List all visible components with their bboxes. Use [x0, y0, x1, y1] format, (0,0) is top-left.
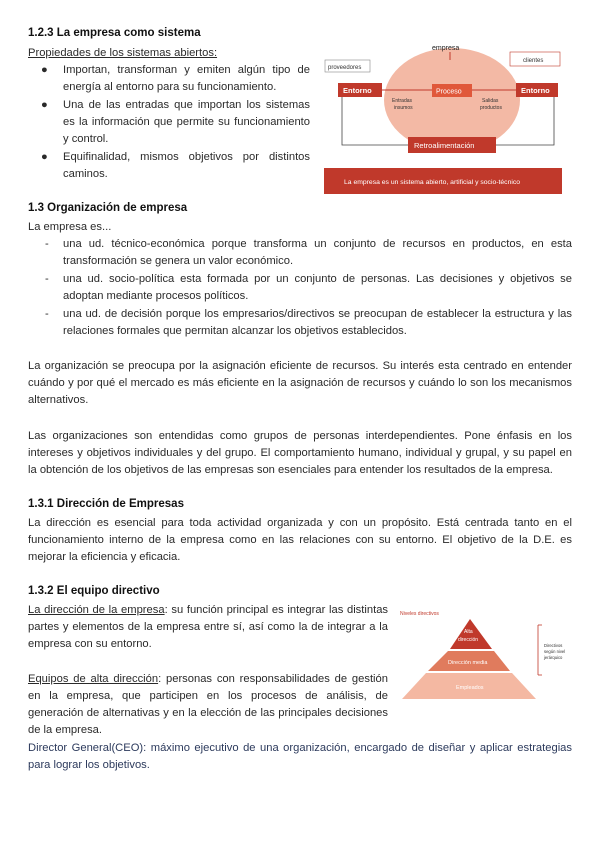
- term-direccion: La dirección de la empresa: [28, 604, 165, 616]
- bullet-item: ● Una de las entradas que importan los sistemas es la información que permite su funcionamiento y control.: [41, 99, 310, 145]
- side-note: Directivos: [544, 643, 563, 648]
- management-pyramid: [398, 607, 576, 707]
- feedback-label: Retroalimentación: [414, 141, 475, 150]
- bullet-item: ● Equifinalidad, mismos objetivos por distintos caminos.: [41, 151, 310, 180]
- outputs-label: Salidas: [482, 98, 499, 104]
- list-item: - una ud. técnico-económica porque transforma un conjunto de recursos en productos, en esta transformación se genera un valor económico.: [45, 238, 572, 267]
- paragraph: La organización se preocupa por la asignación eficiente de recursos. Su interés esta centrado en entender cuándo y por qué el mercado es más eficiente en la asignación de recursos y cuándo lo son los mecanismos alternativos.: [28, 360, 572, 406]
- list-item: - una ud. socio-política esta formada por un conjunto de personas. Las decisiones y objetivos se adoptan mediante procesos políticos.: [45, 273, 572, 302]
- bullet-icon: ●: [41, 151, 48, 163]
- section-heading-1-3: 1.3 Organización de empresa: [28, 202, 188, 214]
- entorno-left-label: Entorno: [343, 86, 372, 95]
- paragraph: La dirección de la empresa: su función principal es integrar las distintas partes y elementos de la empresa entre sí, así como la de integrar a la empresa con su entorno.: [28, 604, 389, 650]
- dash-icon: -: [45, 273, 49, 285]
- paragraph: Las organizaciones son entendidas como grupos de personas interdependientes. Pone énfasis en los intereses y objetivos individuales y del grupo. El comportamiento humano, individual y grupal, y su papel en la obtención de los objetivos de las empresas son esenciales para entender los resultados de la empresa.: [28, 430, 572, 476]
- list-item: - una ud. de decisión porque los empresarios/directivos se preocupan de establecer la estructura y las relaciones formales que permitan alcanzar los objetivos establecidos.: [45, 308, 572, 337]
- empresa-label: empresa: [432, 45, 460, 52]
- paragraph: La dirección es esencial para toda actividad organizada y con un propósito. Está centrada tanto en el funcionamiento interno de la empresa como en las relaciones con su entorno. El objetivo de la D.E. es mejorar la eficiencia y eficacia.: [28, 517, 572, 563]
- ceo-paragraph: Director General(CEO): máximo ejecutivo de una organización, encargado de diseñar y aplicar estrategias para lograr los objetivos.: [28, 742, 572, 771]
- pyramid-top-label: dirección: [458, 637, 479, 643]
- side-note: según nivel: [544, 649, 566, 654]
- bullet-icon: ●: [41, 99, 48, 111]
- inputs-sub-label: insumos: [394, 105, 413, 111]
- section-heading-1-2-3: 1.2.3 La empresa como sistema: [28, 27, 201, 39]
- clients-label: clientes: [523, 58, 544, 64]
- pyramid-middle-label: Dirección media: [448, 660, 488, 666]
- side-note: jerárquico: [544, 655, 563, 660]
- pyramid-base-label: Empleados: [456, 685, 484, 691]
- system-diagram: [320, 40, 570, 200]
- entorno-right-label: Entorno: [521, 86, 550, 95]
- bullet-item: ● Importan, transforman y emiten algún tipo de energía al entorno para su funcionamiento.: [41, 64, 310, 93]
- paragraph: Equipos de alta dirección: personas con responsabilidades de gestión en la empresa, que participen en los procesos de análisis, de generación de alternativas y en la elección de las principales decisiones de la empresa.: [28, 673, 388, 736]
- pyramid-top-label: Alta: [464, 629, 473, 635]
- section-heading-1-3-2: 1.3.2 El equipo directivo: [28, 585, 160, 597]
- caption-text: La empresa es un sistema abierto, artificial y socio-técnico: [344, 179, 521, 186]
- suppliers-label: proveedores: [328, 65, 362, 71]
- pyramid-title: Niveles directivos: [400, 611, 439, 617]
- section-heading-1-3-1: 1.3.1 Dirección de Empresas: [28, 498, 184, 510]
- dash-icon: -: [45, 308, 49, 320]
- inputs-label: Entradas: [392, 98, 413, 104]
- bullet-icon: ●: [41, 64, 48, 76]
- dash-icon: -: [45, 238, 49, 250]
- outputs-sub-label: productos: [480, 105, 502, 111]
- open-systems-subheading: Propiedades de los sistemas abiertos:: [28, 47, 218, 59]
- term-alta-direccion: Equipos de alta dirección: [28, 673, 159, 685]
- process-label: Proceso: [436, 88, 462, 96]
- intro-text: La empresa es...: [28, 221, 112, 233]
